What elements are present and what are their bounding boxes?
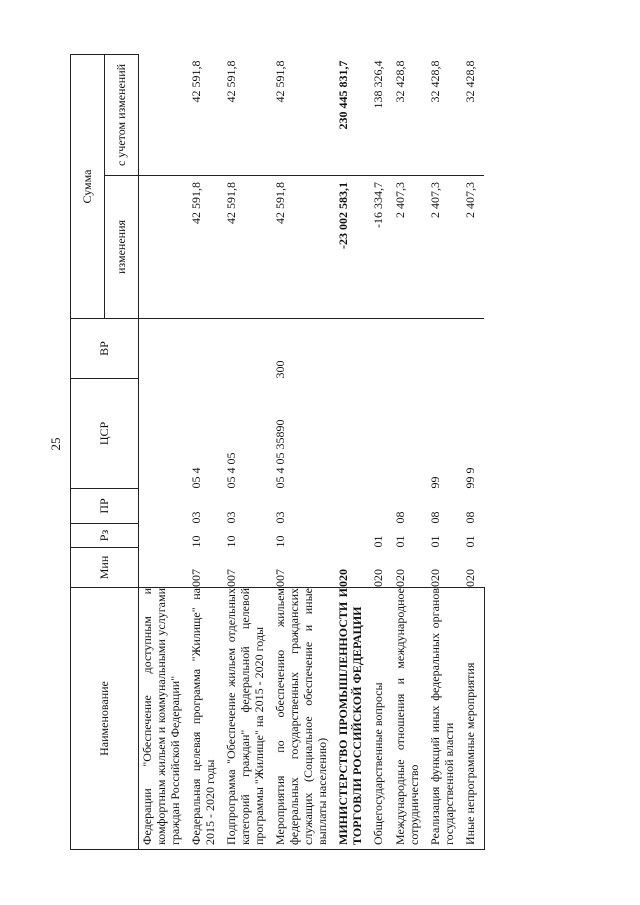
table-row [335, 54, 370, 849]
row-min: 007 [273, 569, 287, 587]
row-with-changes [139, 54, 189, 175]
row-changes: 42 591,8 [223, 176, 272, 319]
row-vr [335, 319, 370, 379]
row-changes [139, 176, 189, 319]
row-csr [335, 379, 370, 489]
row-rz: 10 [224, 535, 238, 548]
row-csr: 05 4 05 [224, 452, 238, 489]
row-rz: 01 [371, 535, 385, 548]
row-vr: 300 [272, 319, 335, 379]
row-with-changes: 138 326,4 [371, 60, 385, 109]
row-min: 020 [463, 569, 477, 587]
row-min [139, 548, 189, 588]
row-vr [462, 319, 484, 379]
row-pr: 08 [393, 511, 407, 524]
table-row [462, 54, 484, 849]
header-rz: Рз [71, 524, 139, 548]
header-changes: изменения [105, 176, 139, 319]
row-name: Реализация функций иных федеральных органов государственной власти [427, 588, 462, 850]
table-row [223, 54, 272, 849]
row-changes: 42 591,8 [272, 176, 335, 319]
row-with-changes: 32 428,8 [463, 60, 477, 103]
row-csr: 99 9 [463, 467, 477, 489]
row-name: Федерации "Обеспечение доступным и комфортным жильем и коммунальными услугами граждан Российской Федерации" [139, 588, 189, 850]
row-with-changes: 42 591,8 [273, 60, 287, 103]
row-changes: 2 407,3 [392, 176, 427, 319]
table-row [370, 54, 392, 849]
row-changes: 42 591,8 [188, 176, 223, 319]
header-sum: Сумма [71, 54, 105, 318]
row-name: Иные непрограммные мероприятия [462, 588, 484, 850]
row-vr [427, 319, 462, 379]
row-pr [139, 489, 189, 524]
row-name: Международные отношения и международное сотрудничество [392, 588, 427, 850]
row-rz: 10 [273, 535, 287, 548]
row-csr: 99 [428, 476, 442, 489]
row-changes: -16 334,7 [370, 176, 392, 319]
row-csr [392, 379, 427, 489]
header-with-changes: с учетом изменений [105, 54, 139, 175]
row-with-changes: 42 591,8 [189, 60, 203, 103]
row-vr [392, 319, 427, 379]
row-min: 007 [224, 569, 238, 587]
row-pr: 03 [273, 511, 287, 524]
row-pr: 03 [224, 511, 238, 524]
row-with-changes: 230 445 831,7 [336, 60, 350, 130]
row-name: МИНИСТЕРСТВО ПРОМЫШЛЕННОСТИ И ТОРГОВЛИ РОССИЙСКОЙ ФЕДЕРАЦИИ [335, 588, 370, 850]
table-row [188, 54, 223, 849]
row-min: 007 [189, 569, 203, 587]
header-vr: ВР [71, 319, 139, 379]
row-min: 020 [393, 569, 407, 587]
row-csr: 05 4 [189, 467, 203, 489]
header-csr: ЦСР [71, 379, 139, 489]
row-with-changes: 42 591,8 [224, 60, 238, 103]
table-row [272, 54, 335, 849]
row-rz: 01 [393, 535, 407, 548]
row-min: 020 [371, 569, 385, 587]
header-name: Наименование [71, 588, 139, 850]
page-number: 25 [48, 437, 63, 451]
table-row [392, 54, 427, 849]
row-changes: 2 407,3 [462, 176, 484, 319]
table-body [139, 54, 485, 849]
row-csr [139, 379, 189, 489]
row-name: Мероприятия по обеспечению жильем федеральных государственных гражданских служащих (Социальное обеспечение и иные выплаты населению) [272, 588, 335, 850]
budget-table-sheet [70, 55, 610, 850]
row-pr: 08 [463, 511, 477, 524]
table-row [427, 54, 462, 849]
row-with-changes: 32 428,8 [393, 60, 407, 103]
row-vr [370, 319, 392, 379]
row-rz: 01 [463, 535, 477, 548]
row-rz [139, 524, 189, 548]
row-changes: -23 002 583,1 [335, 176, 370, 319]
row-pr: 08 [428, 511, 442, 524]
header-pr: ПР [71, 489, 139, 524]
row-rz: 10 [189, 535, 203, 548]
budget-table [70, 54, 485, 850]
row-with-changes: 32 428,8 [428, 60, 442, 103]
row-rz: 01 [428, 535, 442, 548]
row-name: Общегосударственные вопросы [370, 588, 392, 850]
row-min: 020 [336, 569, 350, 587]
row-changes: 2 407,3 [427, 176, 462, 319]
row-vr [139, 319, 189, 379]
row-pr: 03 [189, 511, 203, 524]
row-vr [188, 319, 223, 379]
row-rz [335, 524, 370, 548]
row-min: 020 [428, 569, 442, 587]
row-pr [335, 489, 370, 524]
row-csr [370, 379, 392, 489]
row-pr [370, 489, 392, 524]
row-name: Федеральная целевая программа "Жилище" на 2015 - 2020 годы [188, 588, 223, 850]
row-csr: 05 4 05 35890 [273, 419, 287, 489]
table-row [139, 54, 189, 849]
row-name: Подпрограмма "Обеспечение жильем отдельных категорий граждан" федеральной целевой программы "Жилище" на 2015 - 2020 годы [223, 588, 272, 850]
header-min: Мин [71, 548, 139, 588]
row-vr [223, 319, 272, 379]
